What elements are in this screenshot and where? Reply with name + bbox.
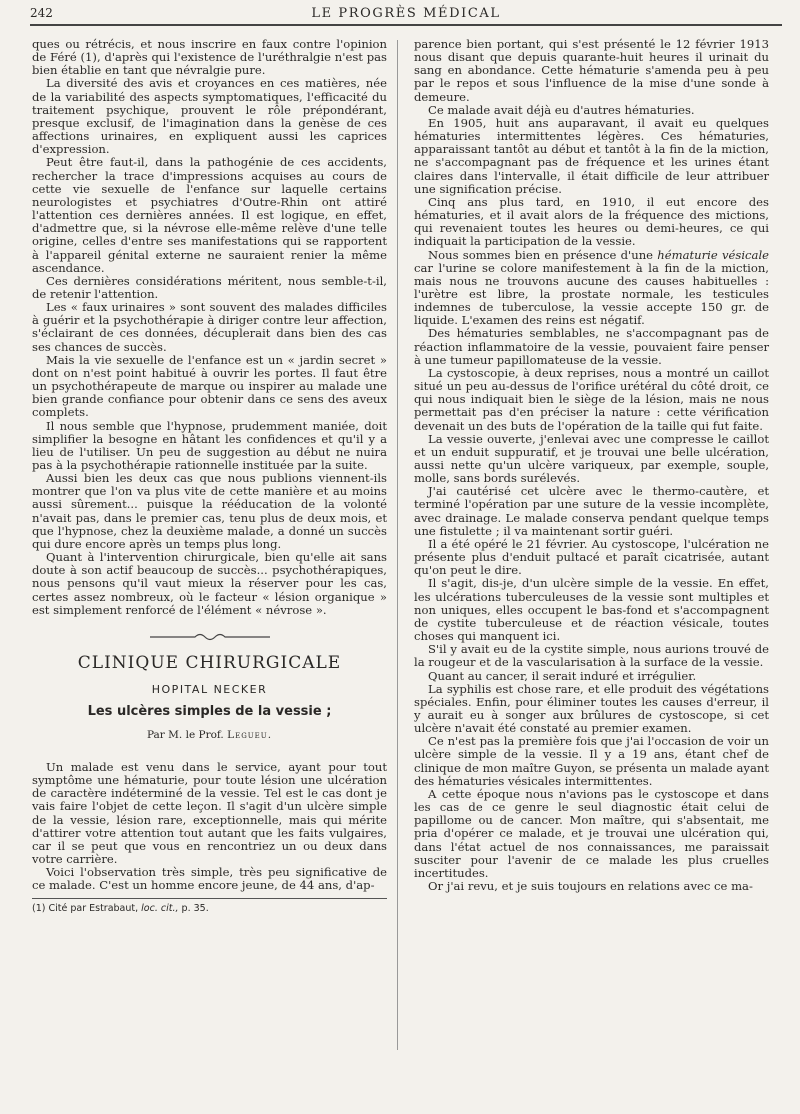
paragraph: La syphilis est chose rare, et elle produit des végétations spéciales. Enfin, pour éliminer toutes les causes d'erreur, il y aurait eu à songer aux brûlures de cystoscope, si cet ulcère n'avait été constaté au premier examen. [414,681,769,736]
italic-term: hématurie vésicale [657,247,770,262]
footnote-rule [32,898,387,899]
paragraph: La cystoscopie, à deux reprises, nous a montré un caillot situé un peu au-dessus de l'orifice urétéral du côté droit, ce qui nous indiquait bien le siège de la lésion, mais ne nous permettait pas d'en préciser la nature : cette vérification devenait un des buts de l'opération de la taille qui fut faite. [414,365,769,433]
page-header [30,4,782,22]
footnote-page: p. 35. [181,903,209,915]
right-column [414,38,769,893]
section-title: CLINIQUE CHIRURGICALE [77,652,342,673]
header-rule [30,24,782,26]
paragraph: En 1905, huit ans auparavant, il avait eu quelques hématuries intermittentes légères. Ces hématuries, apparaissant tantôt au début et tantôt à la fin de la miction, ne s'accompagnant pas de fréquence et les urines étant claires dans l'intervalle, il était difficile de leur attribuer une signification précise. [414,115,769,196]
paragraph: Quant au cancer, il serait induré et irrégulier. [428,668,697,683]
paragraph: A cette époque nous n'avions pas le cystoscope et dans les cas de ce genre le seul diagnostic était celui de papillome ou de cancer. Mon maître, qui s'absentait, me pria d'opérer ce malade, et je trouvai une ulcération qui, dans l'état actuel de nos connaissances, me paraissait susciter pour l'avenir de ce malade les plus cruelles incertitudes. [414,786,769,880]
footnote-citation: loc. cit., [141,903,179,915]
lesson-title: Les ulcères simples de la vessie ; [87,703,332,719]
paragraph: Voici l'observation très simple, très peu significative de ce malade. C'est un homme encore jeune, de 44 ans, d'ap- [32,865,387,893]
journal-title: LE PROGRÈS MÉDICAL [311,6,501,21]
paragraph: ques ou rétrécis, et nous inscrire en faux contre l'opinion de Féré (1), d'après qui l'existence de l'uréthralgie n'est pas bien établie en tant que névralgie pure. [32,37,387,78]
paragraph: J'ai cautérisé cet ulcère avec le thermo-cautère, et terminé l'opération par une suture de la vessie incomplète, avec drainage. Le malade conserva pendant quelque temps une fistulette ; il va maintenant sortir guéri. [414,484,769,538]
ornament-flourish [150,631,270,643]
paragraph: La vessie ouverte, j'enlevai avec une compresse le caillot et un enduit suppuratif, et je trouvai une belle ulcération, aussi nette qu'un ulcère variqueux, par exemple, souple, molle, sans bords surélevés. [414,431,769,486]
paragraph: La diversité des avis et croyances en ces matières, née de la variabilité des aspects symptomatiques, l'efficacité du traitement psychique, prouvent le rôle prépondérant, presque exclusif, de l'imagination dans la genèse de ces affections urinaires, en expliquent aussi les caprices d'expression. [32,76,387,157]
paragraph: Il s'agit, dis-je, d'un ulcère simple de la vessie. En effet, les ulcérations tuberculeuses de la vessie sont multiples et non uniques, elles occupent le bas-fond et s'accompagnent de cystite tuberculeuse et de réaction vésicale, toutes choses qui manquent ici. [414,576,769,644]
paragraph: Ces dernières considérations méritent, nous semble-t-il, de retenir l'attention. [32,273,387,301]
paragraph: Il a été opéré le 21 février. Au cystoscope, l'ulcération ne présente plus d'enduit pultacé et paraît cicatrisée, autant qu'on peut le dire. [414,536,769,578]
page-number: 242 [30,6,53,20]
footnote [32,903,387,914]
byline-prefix: Par M. le Prof. [146,728,224,741]
paragraph: Des hématuries semblables, ne s'accompagnant pas de réaction inflammatoire de la vessie, pouvaient faire penser à une tumeur papillomateuse de la vessie. [414,326,769,367]
paragraph: Les « faux urinaires » sont souvent des malades difficiles à guérir et la psychothérapie à diriger contre leur affection, s'éclairant de ces données, décuplerait dans bien des cas ses chances de succès. [32,300,387,354]
paragraph: Mais la vie sexuelle de l'enfance est un « jardin secret » dont on n'est point habitué à ouvrir les portes. Il faut être un psychothérapeute de marque ou inspirer au malade une bien grande confiance pour obtenir dans ce sens des aveux complets. [32,352,387,420]
paragraph: Il nous semble que l'hypnose, prudemment maniée, doit simplifier la besogne en hâtant les confidences et qu'il y a lieu de l'utiliser. Un peu de suggestion au début ne nuira pas à la psychothérapie rationnelle instituée par la suite. [32,418,387,472]
hospital-name: HOPITAL NECKER [151,682,268,696]
paragraph-text: Nous sommes bien en présence d'une [428,247,654,262]
paragraph: Or j'ai revu, et je suis toujours en relations avec ce ma- [428,879,753,893]
paragraph: Cinq ans plus tard, en 1910, il eut encore des hématuries, et il avait alors de la fréquence des mictions, qui revenaient toutes les heures ou demi-heures, ce qui indiquait la participation de la vessie. [414,194,769,249]
paragraph: Aussi bien les deux cas que nous publions viennent-ils montrer que l'on va plus vite de cette manière et au moins aussi sûrement... puisque la rééducation de la volonté n'avait pas, dans le premier cas, tenu plus de deux mois, et que l'hypnose, chez la deuxième malade, a donné un succès qui dure encore après un temps plus long. [32,471,387,551]
paragraph: Ce malade avait déjà eu d'autres hématuries. [428,102,695,117]
paragraph: Ce n'est pas la première fois que j'ai l'occasion de voir un ulcère simple de la vessie. Il y a 19 ans, étant chef de clinique de mon maître Guyon, se présenta un malade ayant des hématuries vésicales intermittentes. [414,734,769,788]
paragraph: Un malade est venu dans le service, ayant pour tout symptôme une hématurie, pour toute lésion une ulcération de caractère indéterminé de la vessie. Tel est le cas dont je vais faire l'objet de cette leçon. Il s'agit d'un ulcère simple de la vessie, lésion rare, exceptionnelle, mais qui mérite d'attirer votre attention tout autant que les faits vulgaires, car il se peut que vous en rencontriez un ou deux dans votre carrière. [32,759,387,866]
section-ornament [32,631,387,645]
byline [32,729,387,741]
paragraph: S'il y avait eu de la cystite simple, nous aurions trouvé de la rougeur et de la vascularisation à la surface de la vessie. [414,642,769,670]
left-column [32,38,387,914]
paragraph-text: car l'urine se colore manifestement à la fin de la miction, mais nous ne trouvons aucune des causes habituelles : l'urètre est libre, la prostate normale, les testicules indemnes de tuberculose, la vessie accepte 150 gr. de liquide. L'examen des reins est négatif. [414,260,769,328]
paragraph: Quant à l'intervention chirurgicale, bien qu'elle ait sans doute à son actif beaucoup de succès... psychothérapiques, nous pensons qu'il vaut mieux la réserver pour les cas, certes assez nombreux, où le facteur « lésion organique » est simplement renforcé de l'élément « névrose ». [32,550,387,617]
footnote-text: (1) Cité par Estrabaut, [32,903,139,915]
paragraph: Peut être faut-il, dans la pathogénie de ces accidents, rechercher la trace d'impressions acquises au cours de cette vie sexuelle de l'enfance sur laquelle certains neurologistes et psychiatres d'Outre-Rhin ont attiré l'attention ces dernières années. Il est logique, en effet, d'admettre que, si la névrose elle-même relève d'une telle origine, celles d'entre ses manifestations qui se rapportent à l'appareil génital externe ne sauraient renier la même ascendance. [32,155,387,275]
paragraph [414,249,769,328]
paragraph: parence bien portant, qui s'est présenté le 12 février 1913 nous disant que depuis quarante-huit heures il urinait du sang en abondance. Cette hématurie s'amenda peu à peu par le repos et sous l'influence de la mise d'une sonde à demeure. [414,37,769,104]
column-divider [397,40,398,1050]
byline-author: Legueu. [227,728,273,741]
